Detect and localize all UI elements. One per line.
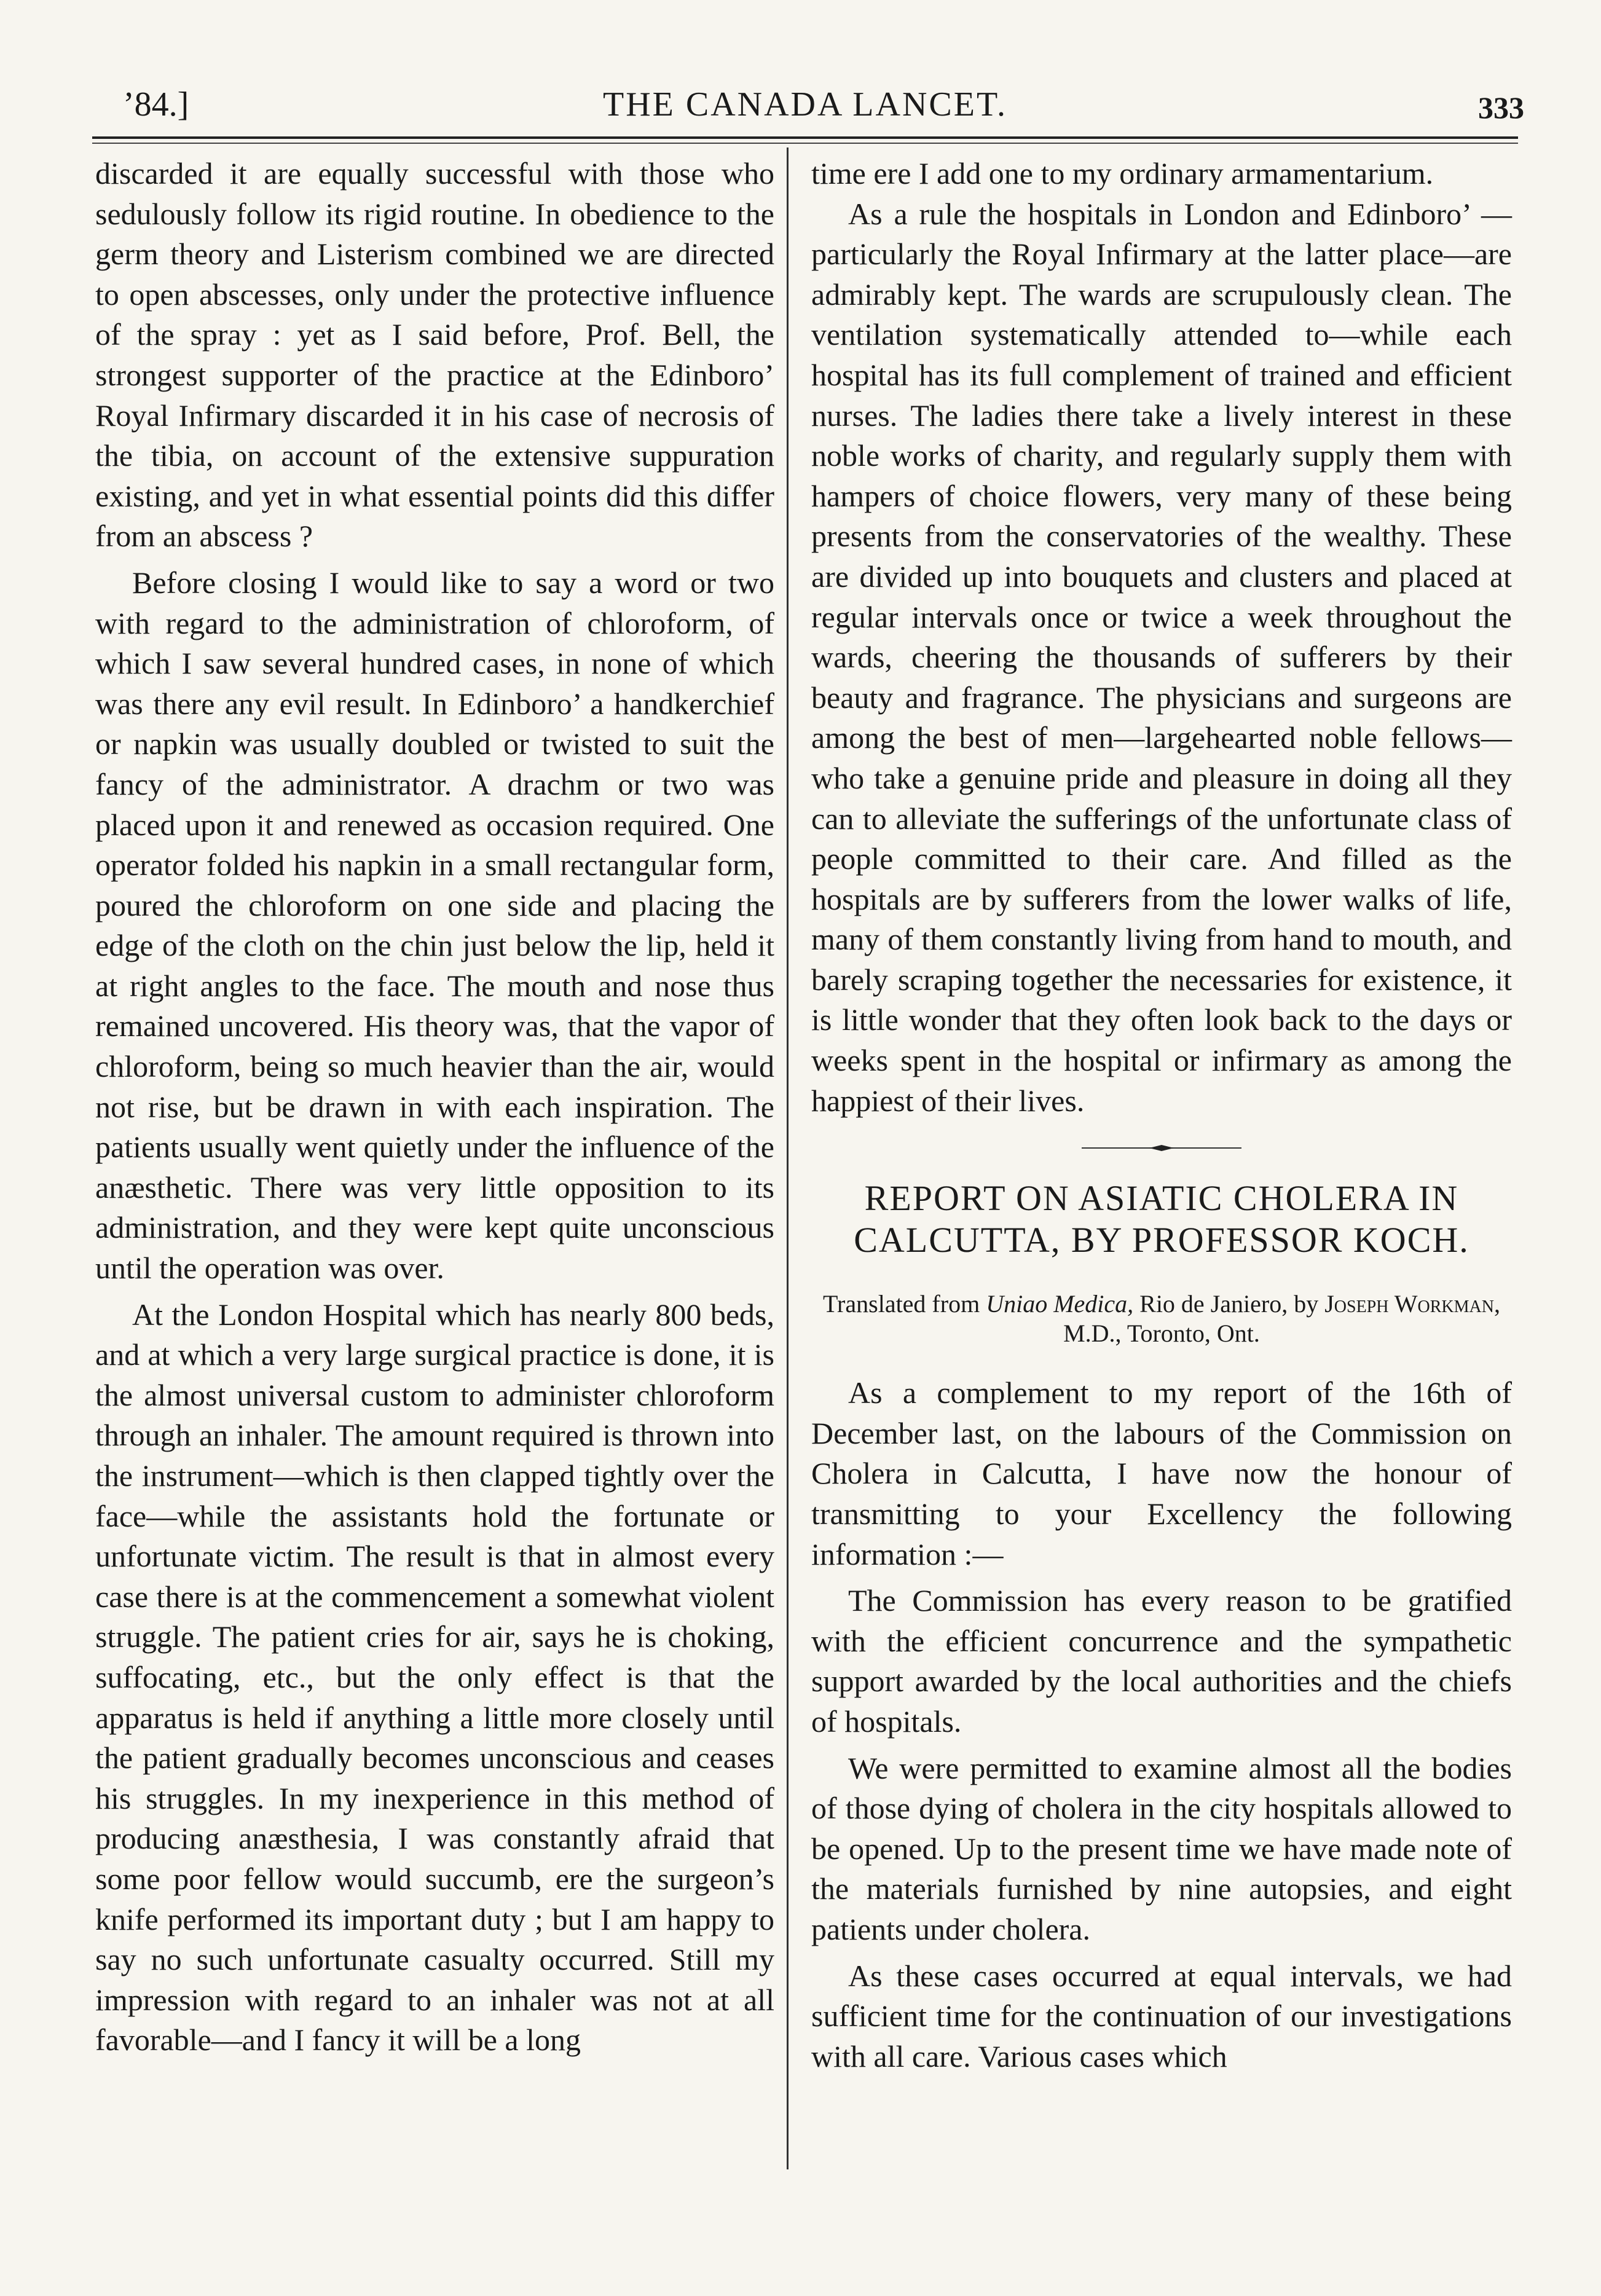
journal-title: THE CANADA LANCET. (602, 85, 1008, 124)
paragraph: time ere I add one to my ordinary armamentarium. (811, 156, 1434, 191)
paragraph: The Commission has every reason to be gratified with the efficient concurrence and the sympathetic support awarded by the local authorities and the chiefs of hospitals. (811, 1583, 1512, 1739)
running-header (92, 85, 1524, 134)
section-ornament-icon (1082, 1143, 1241, 1153)
byline-prefix: Translated from (823, 1290, 980, 1318)
header-rule-thick (92, 136, 1518, 139)
byline-author: Joseph Workman, (1324, 1290, 1500, 1318)
paragraph: As a complement to my report of the 16th of December last, on the labours of the Commission on Cholera in Calcutta, I have now the honour of transmitting to your Excellency the following information :— (811, 1375, 1512, 1571)
byline-suffix: M.D., Toronto, Ont. (1063, 1319, 1260, 1348)
paragraph: Before closing I would like to say a word or two with regard to the administration of chloroform, of which I saw several hundred cases, in none of which was there any evil result. In Edinboro’ a handkerchief or napkin was usually doubled or twisted to suit the fancy of the administrator. A drachm or two was placed upon it and renewed as occasion required. One operator folded his napkin in a small rectangular form, poured the chloroform on one side and placing the edge of the cloth on the chin just below the lip, held it at right angles to the face. The mouth and nose thus remained uncovered. His theory was, that the vapor of chloroform, being so much heavier than the air, would not rise, but be drawn in with each inspiration. The patients usually went quietly under the influence of the anæsthetic. There was very little opposition to its administration, and they were kept quite unconscious until the operation was over. (95, 565, 774, 1286)
column-divider (787, 147, 789, 2169)
header-year: ’84.] (123, 85, 189, 124)
paragraph: As a rule the hospitals in London and Edinboro’ —particularly the Royal Infirmary at the latter place—are admirably kept. The wards are scrupulously clean. The ventilation systematically attended to—while each hospital has its full complement of trained and efficient nurses. The ladies there take a lively interest in these noble works of charity, and regularly supply them with hampers of choice flowers, very many of these being presents from the conservatories of the wealthy. These are divided up into bouquets and clusters and placed at regular intervals once or twice a week throughout the wards, cheering the thousands of sufferers by their beauty and fragrance. The physicians and surgeons are among the best of men—largehearted noble fellows—who take a genuine pride and pleasure in doing all they can to alleviate the sufferings of the unfortunate class of people committed to their care. And filled as the hospitals are by sufferers from the lower walks of life, many of them constantly living from hand to mouth, and barely scraping together the necessaries for existence, it is little wonder that they often look back to the days or weeks spent in the hospital or infirmary as among the happiest of their lives. (811, 196, 1512, 1118)
article-byline (811, 1289, 1512, 1348)
paragraph: We were permitted to examine almost all the bodies of those dying of cholera in the city hospitals allowed to be opened. Up to the present time we have made note of the materials furnished by nine autopsies, and eight patients under cholera. (811, 1750, 1512, 1946)
article-heading: REPORT ON ASIATIC CHOLERA IN CALCUTTA, BY PROFESSOR KOCH. (854, 1178, 1469, 1260)
byline-source: Uniao Medica, (986, 1290, 1134, 1318)
byline-middle: Rio de Janiero, by (1139, 1290, 1319, 1318)
paragraph: discarded it are equally successful with those who sedulously follow its rigid routine. In obedience to the germ theory and Listerism combined we are directed to open abscesses, only under the protective influence of the spray : yet as I said before, Prof. Bell, the strongest supporter of the practice at the Edinboro’ Royal Infirmary discarded it in his case of necrosis of the tibia, on account of the extensive suppuration existing, and yet in what essential points did this differ from an abscess ? (95, 156, 774, 554)
paragraph: At the London Hospital which has nearly 800 beds, and at which a very large surgical practice is done, it is the almost universal custom to administer chloroform through an inhaler. The amount required is thrown into the instrument—which is then clapped tightly over the face—while the assistants hold the fortunate or unfortunate victim. The result is that in almost every case there is at the commencement a somewhat violent struggle. The patient cries for air, says he is choking, suffocating, etc., but the only effect is that the apparatus is held if anything a little more closely until the patient gradually becomes unconscious and ceases his struggles. In my inexperience in this method of producing anæsthesia, I was constantly afraid that some poor fellow would succumb, ere the surgeon’s knife performed its important duty ; but I am happy to say no such unfortunate casualty occurred. Still my impression with regard to an inhaler was not at all favorable—and I fancy it will be a long (95, 1297, 774, 2058)
left-column (95, 154, 774, 2061)
header-rule-thin (92, 143, 1518, 144)
paragraph: As these cases occurred at equal intervals, we had sufficient time for the continuation of our investigations with all care. Various cases which (811, 1958, 1512, 2074)
page-number: 333 (1478, 90, 1524, 125)
right-column (811, 154, 1512, 2077)
